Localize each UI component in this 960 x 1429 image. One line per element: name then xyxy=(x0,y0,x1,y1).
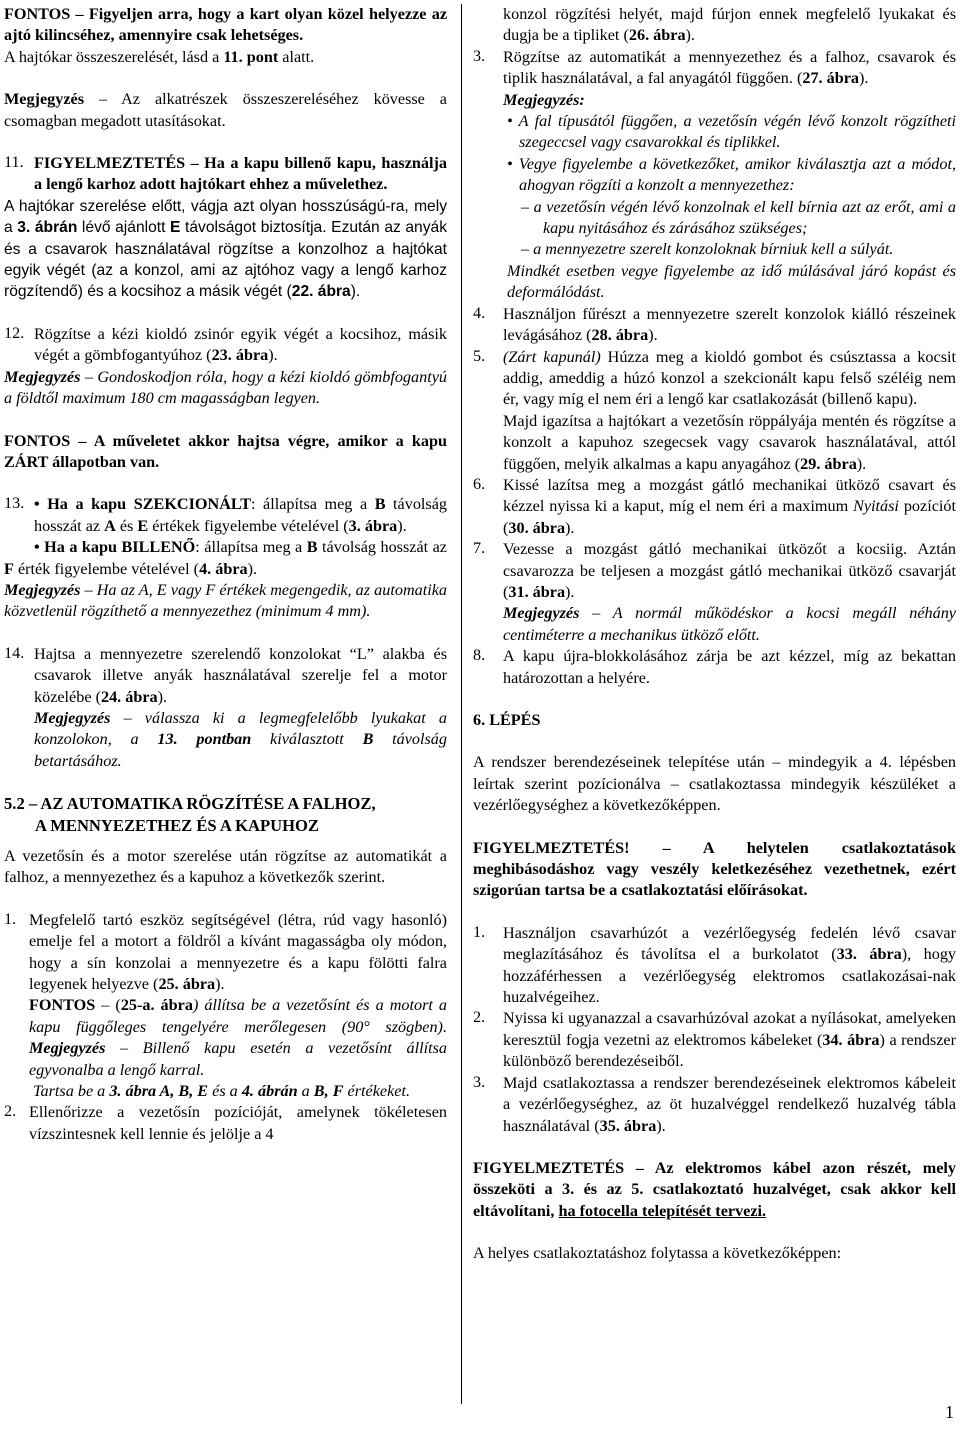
text: értékek figyelembe vételével ( xyxy=(148,516,349,535)
left-column xyxy=(4,4,447,1145)
fontos-closed-state: FONTOS – A műveletet akkor hajtsa végre, amikor a kapu ZÁRT állapotban van. xyxy=(4,431,447,471)
right-column xyxy=(473,4,956,1265)
text: távolság hosszát az xyxy=(34,495,447,535)
text: Ezután az anyák és a csavarok használatával rögzítse a konzolhoz a hajtókat egyik végét (az a konzol, ami az ajtóhoz vagy a lengő karhoz rögzítendő) és a kocsihoz a másik végét ( xyxy=(4,219,447,301)
step-11-body xyxy=(4,196,447,303)
step-number: 2. xyxy=(473,1008,486,1027)
text: és xyxy=(115,516,138,535)
text: Húzza meg a kioldó gombot és csúsztassa a kocsit addig, ameddig a húzó konzol a szekcionált kapu felső széléig nem ér, vagy míg el nem éri a lengő kar csatlakozását (billenő kapu). xyxy=(503,347,956,409)
figure-ref: 25-a. ábra xyxy=(120,996,193,1015)
step-text xyxy=(503,347,956,411)
text: ), hogy hozzáférhessen a vezérlőegység elektromos csatlakozásai-nak huzalvégeihez. xyxy=(503,945,957,1007)
text: : állapítsa meg a xyxy=(195,538,307,557)
install-step-2 xyxy=(4,1102,447,1145)
step-number: 1. xyxy=(473,922,486,941)
install-step-5 xyxy=(473,347,956,475)
step-text xyxy=(503,304,956,347)
text: pozíciót ( xyxy=(503,497,956,537)
figure-ref: 29. ábra xyxy=(800,454,857,473)
text: Használjon fűrészt a mennyezetre szerelt konzolok kiálló részeinek levágásához ( xyxy=(503,304,956,345)
text: Tartsa be a xyxy=(33,1082,110,1101)
step-text xyxy=(503,411,956,475)
text: Használjon csavarhúzót a vezérlőegység fedelén lévő csavar meglazításához és távolítsa el a burkolatot ( xyxy=(503,923,956,964)
value-letter: A xyxy=(104,516,116,535)
value-letter: E xyxy=(170,219,181,237)
text: ). xyxy=(565,582,575,601)
fontos-lead: FONTOS – Figyeljen arra, hogy a kart olyan közel helyezze az ajtó kilincséhez, amennyire csak lehetséges. xyxy=(4,5,447,45)
install-step-7 xyxy=(473,539,956,646)
fontos-ref: 11. pont xyxy=(223,47,279,66)
text: ). xyxy=(215,975,225,994)
note-text: Mindkét esetben vegye figyelembe az idő múlásával járó kopást és deformálódást. xyxy=(507,261,956,302)
connect-step-3 xyxy=(473,1073,956,1137)
note-text: – válassza ki a legmegfelelőbb lyukakat a konzolokon, a xyxy=(34,708,447,749)
text: távolságot biztosítja. xyxy=(180,219,327,237)
note-bullet: • Vegye figyelembe a következőket, amikor kiválasztja azt a módot, ahogyan rögzíti a konzolt a mennyezethez: xyxy=(507,154,956,195)
fontos-tail-end: alatt. xyxy=(278,47,315,66)
figure-ref: 24. ábra xyxy=(100,687,158,706)
value-letter: B xyxy=(306,538,318,557)
note-label: Megjegyzés xyxy=(503,604,580,623)
step-number: 3. xyxy=(473,1072,486,1091)
section-heading-6: 6. LÉPÉS xyxy=(473,711,541,729)
step-14-text xyxy=(34,644,447,708)
text: ). xyxy=(397,516,407,535)
text: ). xyxy=(648,326,658,345)
value-letter: B xyxy=(362,730,374,749)
figure-ref: 23. ábra xyxy=(211,346,269,365)
note-text: – Billenő kapu esetén a vezetősínt állítsa egyvonalba a lengő karral. xyxy=(29,1039,447,1079)
install-step-8 xyxy=(473,646,956,689)
section-6-intro: A rendszer berendezéseinek telepítése után – mindegyik a 4. lépésben leírtak szerint pozícionálva – csatlakoztassa mindegyik készüléket a vezérlőegységhez a következőképpen. xyxy=(473,753,956,815)
note-bullet: • A fal típusától függően, a vezetősín végén lévő konzolt rögzítheti szegeccsel vagy csavarokkal és tiplikkel. xyxy=(507,112,956,152)
text: Rögzítse az automatikát a mennyezethez és a falhoz, csavarok és tiplik használatával, a fal anyagától függően. ( xyxy=(503,47,956,88)
text: ). xyxy=(656,1116,666,1135)
step-number: 13. xyxy=(4,494,25,513)
note-text: – A normál működéskor a kocsi megáll néhány centiméterre a mechanikus ütköző előtt. xyxy=(503,604,956,644)
value-letter: F xyxy=(4,559,14,578)
heading-line: A MENNYEZETHEZ ÉS A KAPUHOZ xyxy=(35,815,319,835)
text: – ( xyxy=(95,996,121,1015)
text: Rögzítse a kézi kioldó zsinór egyik végét a kocsihoz, másik végét a gömbfogantyúhoz ( xyxy=(34,324,447,365)
text: lévő ajánlott xyxy=(77,219,171,237)
text: ). xyxy=(350,283,361,301)
install-step-4 xyxy=(473,304,956,347)
bullet-lead: • Ha a kapu SZEKCIONÁLT xyxy=(34,495,251,514)
note-text: kiválasztott xyxy=(251,730,363,749)
step-text xyxy=(503,539,956,603)
step-number: 1. xyxy=(4,909,17,928)
step-12 xyxy=(4,324,447,367)
condition: (Zárt kapunál) xyxy=(503,347,601,366)
text: Nyissa ki ugyanazzal a csavarhúzóval azokat a nyílásokat, amelyeken keresztül fogja vezetni az elektromos kábeleket ( xyxy=(503,1009,956,1049)
step-number: 2. xyxy=(4,1102,17,1121)
install-step-6 xyxy=(473,475,956,539)
step-14 xyxy=(4,644,447,772)
note-label: Megjegyzés: xyxy=(503,90,585,109)
warning-underlined: ha fotocella telepítését tervezi. xyxy=(558,1201,767,1220)
figure-ref: 31. ábra xyxy=(508,582,566,601)
figure-ref: 30. ábra xyxy=(508,518,566,537)
text: a xyxy=(297,1082,314,1101)
note-dash: – a vezetősín végén lévő konzolnak el kell bírnia azt az erőt, ami a kapu nyitásához és zárásához szükséges; xyxy=(521,197,956,238)
step-number: 3. xyxy=(473,46,486,65)
note-label: Megjegyzés xyxy=(4,90,84,109)
figure-ref: 22. ábra xyxy=(291,283,351,301)
figure-ref: 3. ábra xyxy=(348,516,398,535)
note-label: Megjegyzés xyxy=(4,580,81,599)
step-number: 4. xyxy=(473,303,486,322)
step-number: 14. xyxy=(4,643,25,662)
heading-line: 5.2 – AZ AUTOMATIKA RÖGZÍTÉSE A FALHOZ, xyxy=(4,794,376,814)
step-ref: 13. pontban xyxy=(157,730,252,749)
figure-ref: 4. ábra xyxy=(199,559,248,578)
value-letter: B xyxy=(374,495,386,514)
bullet-sectional xyxy=(34,494,447,537)
position-name: Nyitási xyxy=(853,497,899,516)
text: Hajtsa a mennyezetre szerelendő konzolokat “L” alakba és csavarok illetve anyák használatával szerelje fel a motor közelébe ( xyxy=(34,644,447,706)
value-letters: B, F xyxy=(313,1082,344,1101)
step-number: 5. xyxy=(473,346,486,365)
step-number: 8. xyxy=(473,646,486,665)
step-number: 12. xyxy=(4,323,25,342)
note-text: – Ha az A, E vagy F értékek megengedik, az automatika közvetlenül rögzíthető a mennyezethez (minimum 4 mm). xyxy=(4,580,447,621)
text: ). xyxy=(247,559,258,578)
figure-ref: 27. ábra xyxy=(802,69,860,88)
note-text: – Az alkatrészek összeszereléséhez kövesse a csomagban megadott utasításokat. xyxy=(4,90,447,130)
figure-ref: 3. ábra A, B, E xyxy=(109,1082,209,1101)
step-text xyxy=(503,1073,956,1137)
warning-text: FIGYELMEZTETÉS – Ha a kapu billenő kapu, használja a lengő karhoz adott hajtókart ehhez a művelethez. xyxy=(34,154,447,194)
step-text xyxy=(29,910,447,996)
step-14-note xyxy=(34,708,447,772)
step-text xyxy=(503,475,956,539)
step-number: 11. xyxy=(4,153,24,172)
step-text xyxy=(503,923,956,1009)
text: A hajtókar szerelése előtt, vágja azt olyan hosszúságú-ra, mely a xyxy=(4,197,447,237)
warning-photocell xyxy=(473,1158,956,1222)
note-text: – Gondoskodjon róla, hogy a kézi kioldó gömbfogantyú a földtől maximum 180 cm magasságban legyen. xyxy=(4,367,447,408)
text: ). xyxy=(685,26,695,45)
step-text xyxy=(503,47,956,90)
connect-step-2 xyxy=(473,1008,956,1072)
text: ). xyxy=(157,687,168,706)
figure-ref: 28. ábra xyxy=(591,326,649,345)
figure-ref: 4. ábrán xyxy=(241,1082,298,1101)
section-intro: A vezetősín és a motor szerelése után rögzítse az automatikát a falhoz, a mennyezethez és a kapuhoz a következők szerint. xyxy=(4,847,447,887)
note-text: távolság betartásához. xyxy=(34,730,447,770)
fontos-label: FONTOS xyxy=(29,996,96,1015)
step-1-values xyxy=(29,1081,447,1102)
figure-ref: 34. ábra xyxy=(822,1030,880,1049)
note-label: Megjegyzés xyxy=(29,1039,106,1058)
text: ). xyxy=(565,518,575,537)
step-1-fontos xyxy=(29,995,447,1081)
closing-line: A helyes csatlakoztatáshoz folytassa a következőképpen: xyxy=(473,1244,842,1263)
step-12-note xyxy=(4,367,447,410)
text: érték figyelembe vételével ( xyxy=(13,559,200,578)
note-label: Megjegyzés xyxy=(4,367,81,386)
text: ). xyxy=(268,346,278,365)
text: ) a rendszer különböző berendezéseiből. xyxy=(503,1030,956,1071)
text: Megfelelő tartó eszköz segítségével (létra, rúd vagy hasonló) emelje fel a motort a földről a kívánt magasságba oly módon, hogy a sín konzolai a mennyezetre és a kapu fölötti falra legyenek helyezve ( xyxy=(29,910,447,994)
step-13-note xyxy=(4,580,447,623)
bullet-tilting xyxy=(4,537,447,580)
figure-ref: 33. ábra xyxy=(836,945,902,964)
value-letter: E xyxy=(137,516,149,535)
install-step-2-cont xyxy=(473,4,956,47)
text: Majd igazítsa a hajtókart a vezetősín röppályája mentén és rögzítse a konzolt a kapuhoz szegecsek vagy csavarok használatával, attól függően, melyik alkalmas a kapu anyagához ( xyxy=(503,411,956,473)
text: konzol rögzítési helyét, majd fúrjon ennek megfelelő lyukakat és dugja be a tipliket ( xyxy=(503,5,956,45)
text: : állapítsa meg a xyxy=(251,495,375,514)
bullet-lead: • Ha a kapu BILLENŐ xyxy=(34,538,196,557)
column-divider xyxy=(461,4,462,1404)
section-heading-5-2 xyxy=(4,793,447,836)
page-number: 1 xyxy=(945,1402,954,1422)
note-label: Megjegyzés xyxy=(34,708,111,727)
step-number: 6. xyxy=(473,474,486,493)
connect-step-1 xyxy=(473,923,956,1009)
warning-connections: FIGYELMEZTETÉS! – A helytelen csatlakoztatások meghibásodáshoz vagy veszély keletkezéséhez vezethetnek, ezért szigorúan tartsa be a csatlakoztatási előírásokat. xyxy=(473,838,956,900)
figure-ref: 26. ábra xyxy=(628,26,686,45)
fontos-tail: A hajtókar összeszerelését, lásd a xyxy=(4,47,224,66)
text: ). xyxy=(859,69,869,88)
figure-ref: 35. ábra xyxy=(599,1116,657,1135)
step-text: A kapu újra-blokkolásához zárja be azt kézzel, míg az bekattan határozottan a helyére. xyxy=(503,647,956,687)
step-text xyxy=(503,1008,956,1072)
text: ) állítsa be a vezetősínt és a motort a kapu függőleges tengelyére merőlegesen (90° szögben). xyxy=(29,996,448,1036)
note-assembly xyxy=(4,89,447,132)
text: távolság hosszát az xyxy=(317,538,447,557)
text: Vezesse a mozgást gátló mechanikai ütközőt a kocsiig. Aztán csavarozza be teljesen a mozgást gátló mechanikai ütköző csavarját ( xyxy=(503,540,956,601)
text: Majd csatlakoztassa a rendszer berendezéseinek elektromos kábeleit a vezérlőegységhez, az öt huzalvéggel rendelkező huzalvég tábla használatával ( xyxy=(503,1073,956,1135)
figure-ref: 3. ábrán xyxy=(17,219,78,237)
step-12-text xyxy=(34,324,447,367)
step-number: 7. xyxy=(473,539,486,558)
step-13 xyxy=(4,494,447,537)
note-dash: – a mennyezetre szerelt konzoloknak bírniuk kell a súlyát. xyxy=(521,240,894,259)
text: ). xyxy=(856,454,867,473)
warning-text: FIGYELMEZTETÉS – Az elektromos kábel azon részét, mely összeköti a 3. és az 5. csatlakoztató huzalvéget, csak akkor kell eltávolítani, xyxy=(473,1158,956,1220)
text: és a xyxy=(208,1082,242,1101)
step-7-note xyxy=(503,603,956,646)
figure-ref: 25. ábra xyxy=(158,975,216,994)
text: Kissé lazítsa meg a mozgást gátló mechanikai ütköző csavart és kézzel nyissa ki a kaput, míg el nem éri a maximum xyxy=(503,475,956,516)
step-11 xyxy=(4,153,447,196)
step-text: Ellenőrizze a vezetősín pozícióját, amelynek tökéletesen vízszintesnek kell lennie és jelölje a 4 xyxy=(29,1103,447,1143)
install-step-3 xyxy=(473,47,956,304)
text: értékeket. xyxy=(343,1082,410,1101)
fontos-paragraph xyxy=(4,4,447,68)
install-step-1 xyxy=(4,910,447,1103)
